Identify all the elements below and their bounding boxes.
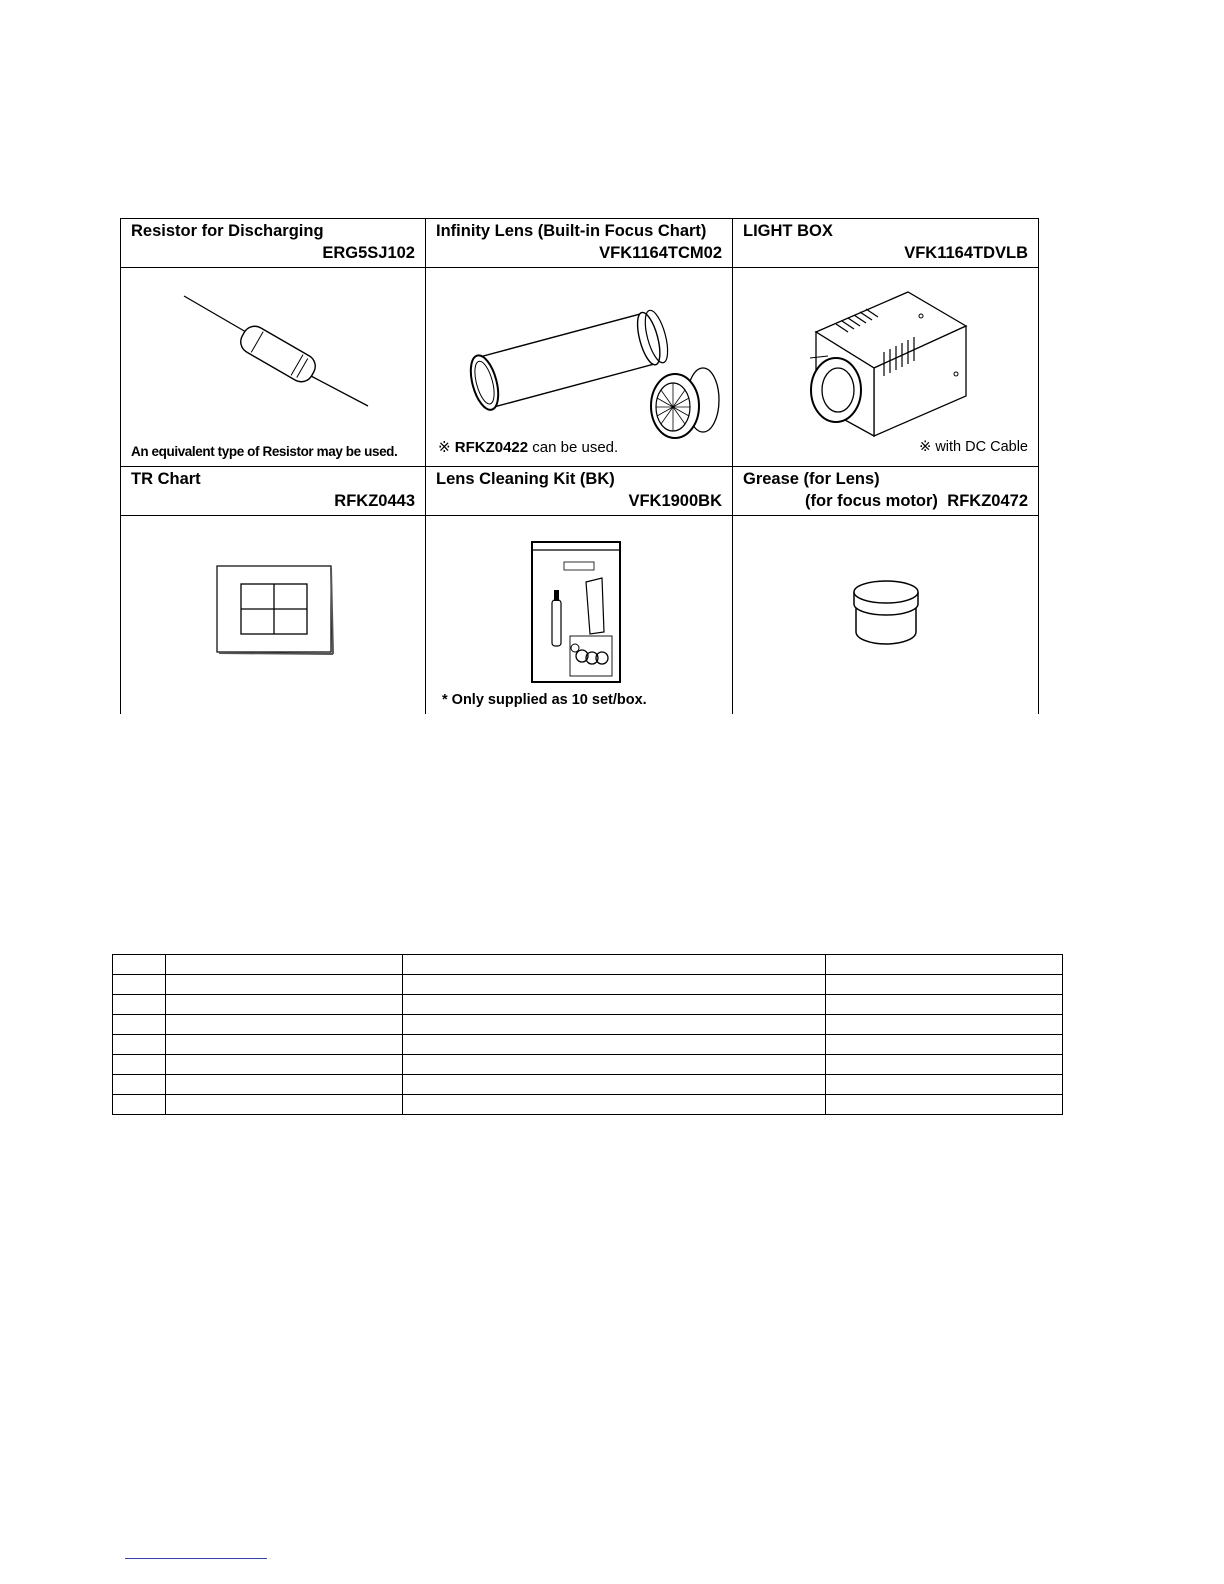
tool-name: Lens Cleaning Kit (BK) — [436, 470, 615, 488]
tool-name: Grease (for Lens) — [743, 470, 880, 488]
grease-jar-icon — [850, 578, 922, 648]
light-box-icon — [788, 286, 988, 441]
table-row — [113, 1035, 1063, 1055]
tool-code: ERG5SJ102 — [322, 244, 415, 262]
tool-header-tr-chart — [121, 467, 426, 516]
table-row — [113, 995, 1063, 1015]
tool-image-cell-light-box — [733, 268, 1039, 467]
note-code: RFKZ0422 — [454, 439, 529, 456]
tool-image-cell-tr-chart — [121, 516, 426, 715]
tool-subname: (for focus motor) — [805, 492, 938, 510]
note-text: can be used. — [532, 439, 619, 456]
tool-header-grease — [733, 467, 1039, 516]
service-tools-table — [120, 218, 1039, 714]
table-row — [113, 955, 1063, 975]
footer-rule — [125, 1558, 267, 1559]
table-row — [113, 975, 1063, 995]
tool-code: VFK1900BK — [628, 492, 722, 510]
blank-grid-table — [112, 954, 1063, 1115]
tool-image-cell-infinity-lens — [426, 268, 733, 467]
resistor-icon — [176, 290, 376, 410]
tool-image-cell-grease — [733, 516, 1039, 715]
lens-cleaning-kit-icon — [530, 540, 622, 685]
lens-cleaning-kit-note: * Only supplied as 10 set/box. — [442, 692, 647, 708]
resistor-note: An equivalent type of Resistor may be used. — [131, 444, 398, 459]
tool-name: LIGHT BOX — [743, 222, 833, 240]
light-box-note: ※ with DC Cable — [919, 439, 1028, 455]
tool-code: RFKZ0443 — [334, 492, 415, 510]
tr-chart-icon — [215, 564, 335, 656]
tool-code: VFK1164TDVLB — [904, 244, 1028, 262]
infinity-lens-note — [438, 438, 618, 456]
tool-name: Resistor for Discharging — [131, 222, 324, 240]
infinity-lens-icon — [451, 294, 721, 444]
table-row — [113, 1095, 1063, 1115]
table-row — [113, 1015, 1063, 1035]
tool-name: Infinity Lens (Built-in Focus Chart) — [436, 222, 707, 240]
tool-header-infinity-lens — [426, 219, 733, 268]
tool-code: RFKZ0472 — [947, 492, 1028, 510]
note-mark: ※ — [438, 439, 451, 456]
tool-image-cell-resistor — [121, 268, 426, 467]
tool-header-lens-cleaning-kit — [426, 467, 733, 516]
tool-code: VFK1164TCM02 — [599, 244, 722, 262]
table-row — [113, 1075, 1063, 1095]
tool-header-resistor — [121, 219, 426, 268]
tool-name: TR Chart — [131, 470, 201, 488]
tool-image-cell-lens-cleaning-kit — [426, 516, 733, 715]
tool-header-light-box — [733, 219, 1039, 268]
table-row — [113, 1055, 1063, 1075]
